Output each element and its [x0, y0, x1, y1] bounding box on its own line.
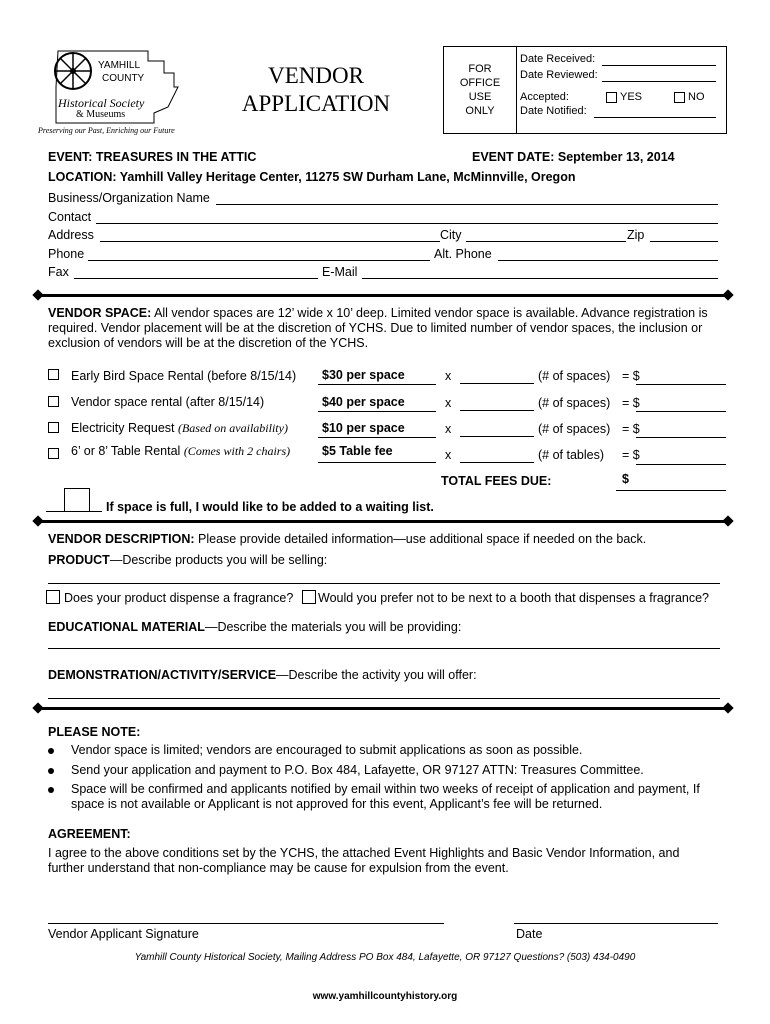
fee-unit: (# of tables)	[538, 448, 605, 462]
waitlist-text: If space is full, I would like to be added to a waiting list.	[106, 500, 434, 514]
fee-times: x	[445, 448, 452, 462]
accepted-no-checkbox[interactable]	[674, 92, 685, 103]
fee-unit: (# of spaces)	[538, 369, 611, 383]
note-item: Space will be confirmed and applicants notified by email within two weeks of receipt of application and payment, If space is not available or Applicant is not approved for this event, Applicant’s fee will be returned.	[71, 782, 700, 811]
fee-price: $30 per space	[322, 368, 405, 382]
event-date: EVENT DATE: September 13, 2014	[472, 150, 675, 164]
agreement-heading: AGREEMENT:	[48, 827, 131, 841]
bullet-icon	[48, 787, 54, 793]
demonstration-heading: DEMONSTRATION/ACTIVITY/SERVICE	[48, 668, 277, 682]
fee-label: Early Bird Space Rental (before 8/15/14)	[71, 369, 297, 383]
educational-heading: EDUCATIONAL MATERIAL	[48, 620, 205, 634]
alt-phone-field[interactable]	[498, 260, 718, 261]
fee-equals: = $	[622, 369, 640, 383]
business-field[interactable]	[216, 204, 718, 205]
date-received-label: Date Received:	[520, 53, 596, 65]
fee-label: Vendor space rental (after 8/15/14)	[71, 395, 265, 409]
title-line2: APPLICATION	[241, 91, 391, 116]
waitlist-checkbox[interactable]	[64, 488, 90, 512]
fee-price: $10 per space	[322, 421, 405, 435]
fee-amount-field[interactable]	[636, 411, 726, 412]
fee-unit: (# of spaces)	[538, 396, 611, 410]
section-divider	[38, 294, 728, 297]
demonstration-field[interactable]	[48, 698, 720, 699]
demonstration-prompt	[48, 668, 728, 683]
event-location: LOCATION: Yamhill Valley Heritage Center, 11275 SW Durham Lane, McMinnville, Oregon	[48, 170, 576, 184]
signature-label: Vendor Applicant Signature	[48, 927, 199, 941]
note-item: Vendor space is limited; vendors are encouraged to submit applications as soon as possible.	[71, 743, 583, 757]
fee-price: $40 per space	[322, 395, 405, 409]
fee-equals: = $	[622, 422, 640, 436]
fee-price-underline	[318, 384, 436, 385]
email-label: E-Mail	[322, 265, 358, 279]
product-prompt	[48, 553, 728, 568]
total-fees-field[interactable]	[616, 490, 726, 491]
fee-price-underline	[318, 462, 436, 463]
waitlist-underline	[46, 511, 102, 512]
fragrance-avoid-checkbox[interactable]	[302, 590, 316, 604]
fee-amount-field[interactable]	[636, 437, 726, 438]
total-fees-label: TOTAL FEES DUE:	[441, 474, 552, 488]
contact-label: Contact	[48, 210, 92, 224]
fee-label: Electricity Request (Based on availability)	[71, 421, 288, 435]
date-notified-line[interactable]	[594, 117, 716, 118]
fee-equals: = $	[622, 396, 640, 410]
bullet-icon	[48, 768, 54, 774]
educational-field[interactable]	[48, 648, 720, 649]
date-reviewed-line[interactable]	[602, 81, 716, 82]
business-label: Business/Organization Name	[48, 191, 210, 205]
fragrance-checkbox[interactable]	[46, 590, 60, 604]
accepted-yes-label: YES	[620, 91, 643, 103]
fax-label: Fax	[48, 265, 69, 279]
vendor-space-paragraph	[48, 306, 728, 351]
city-label: City	[440, 228, 462, 242]
fee-amount-field[interactable]	[636, 384, 726, 385]
product-field[interactable]	[48, 583, 720, 584]
fee-price: $5 Table fee	[322, 444, 393, 458]
early-bird-checkbox[interactable]	[48, 369, 59, 380]
fragrance-avoid-question: Would you prefer not to be next to a booth that dispenses a fragrance?	[318, 591, 709, 605]
date-notified-label: Date Notified:	[520, 105, 587, 117]
please-note-heading: PLEASE NOTE:	[48, 725, 141, 739]
total-dollar: $	[622, 472, 629, 486]
vendor-space-text: All vendor spaces are 12’ wide x 10’ deep. Limited vendor space is available. Advance registration is required. Vendor placement will be at the discretion of YCHS. Due to limited number of vendor spaces, the inclusion or exclusion of vendors will be at the discretion of the YCHS.	[48, 306, 708, 350]
title-line1: VENDOR	[268, 63, 364, 88]
footer-address: Yamhill County Historical Society, Mailing Address PO Box 484, Lafayette, OR 97127 Questions? (503) 434-0490	[134, 952, 636, 963]
city-field[interactable]	[466, 241, 626, 242]
section-divider	[38, 520, 728, 523]
fee-quantity-field[interactable]	[460, 436, 534, 437]
zip-field[interactable]	[650, 241, 718, 242]
office-use-label: FOR OFFICE USE ONLY	[444, 47, 517, 133]
fee-unit: (# of spaces)	[538, 422, 611, 436]
vendor-space-checkbox[interactable]	[48, 396, 59, 407]
address-label: Address	[48, 228, 94, 242]
email-field[interactable]	[362, 278, 718, 279]
event-name: EVENT: TREASURES IN THE ATTIC	[48, 150, 257, 164]
electricity-checkbox[interactable]	[48, 422, 59, 433]
fee-label: 6’ or 8’ Table Rental (Comes with 2 chairs)	[71, 444, 291, 458]
date-reviewed-label: Date Reviewed:	[520, 69, 598, 81]
fee-note: (Based on availability)	[177, 421, 288, 435]
fragrance-question: Does your product dispense a fragrance?	[64, 591, 294, 605]
fee-quantity-field[interactable]	[460, 383, 534, 384]
section-divider	[38, 707, 728, 710]
footer-url[interactable]: www.yamhillcountyhistory.org	[312, 991, 458, 1002]
contact-field[interactable]	[96, 223, 718, 224]
date-received-line[interactable]	[602, 65, 716, 66]
table-rental-checkbox[interactable]	[48, 448, 59, 459]
page-title	[236, 62, 396, 118]
alt-phone-label: Alt. Phone	[434, 247, 492, 261]
vendor-description	[48, 532, 728, 547]
agreement-text: I agree to the above conditions set by the YCHS, the attached Event Highlights and Basic Vendor Information, and further understand that non-compliance may be cause for expulsion from the event.	[48, 846, 680, 875]
vendor-description-text: Please provide detailed information—use additional space if needed on the back.	[198, 532, 647, 546]
fax-field[interactable]	[74, 278, 318, 279]
fee-quantity-field[interactable]	[460, 462, 534, 463]
vendor-space-heading: VENDOR SPACE:	[48, 306, 152, 320]
fee-times: x	[445, 396, 452, 410]
logo-org-script2: & Museums	[76, 109, 126, 120]
fee-times: x	[445, 369, 452, 383]
phone-field[interactable]	[88, 260, 430, 261]
fee-equals: = $	[622, 448, 640, 462]
product-text: —Describe products you will be selling:	[109, 553, 328, 567]
date-field[interactable]	[514, 923, 718, 924]
logo-org-script: Historical Society	[58, 96, 145, 110]
accepted-no-label: NO	[688, 91, 705, 103]
fee-price-underline	[318, 437, 436, 438]
signature-field[interactable]	[48, 923, 444, 924]
address-field[interactable]	[100, 241, 440, 242]
logo-tagline: Preserving our Past, Enriching our Future	[38, 126, 175, 135]
accepted-yes-checkbox[interactable]	[606, 92, 617, 103]
wagon-wheel-icon	[52, 50, 94, 92]
fee-price-underline	[318, 411, 436, 412]
bullet-icon	[48, 748, 54, 754]
product-heading: PRODUCT	[48, 553, 110, 567]
fee-times: x	[445, 422, 452, 436]
zip-label: Zip	[627, 228, 645, 242]
educational-text: —Describe the materials you will be providing:	[204, 620, 462, 634]
phone-label: Phone	[48, 247, 85, 261]
educational-prompt	[48, 620, 728, 635]
accepted-label: Accepted:	[520, 91, 569, 103]
note-item: Send your application and payment to P.O. Box 484, Lafayette, OR 97127 ATTN: Treasures Committee.	[71, 763, 644, 777]
date-label: Date	[516, 927, 543, 941]
logo-org-top: YAMHILL	[98, 60, 141, 71]
office-use-box	[443, 46, 727, 134]
logo-org-mid: COUNTY	[102, 73, 145, 84]
fee-quantity-field[interactable]	[460, 410, 534, 411]
vendor-description-heading: VENDOR DESCRIPTION:	[48, 532, 195, 546]
fee-note: (Comes with 2 chairs)	[183, 444, 291, 458]
demonstration-text: —Describe the activity you will offer:	[276, 668, 477, 682]
fee-amount-field[interactable]	[636, 464, 726, 465]
